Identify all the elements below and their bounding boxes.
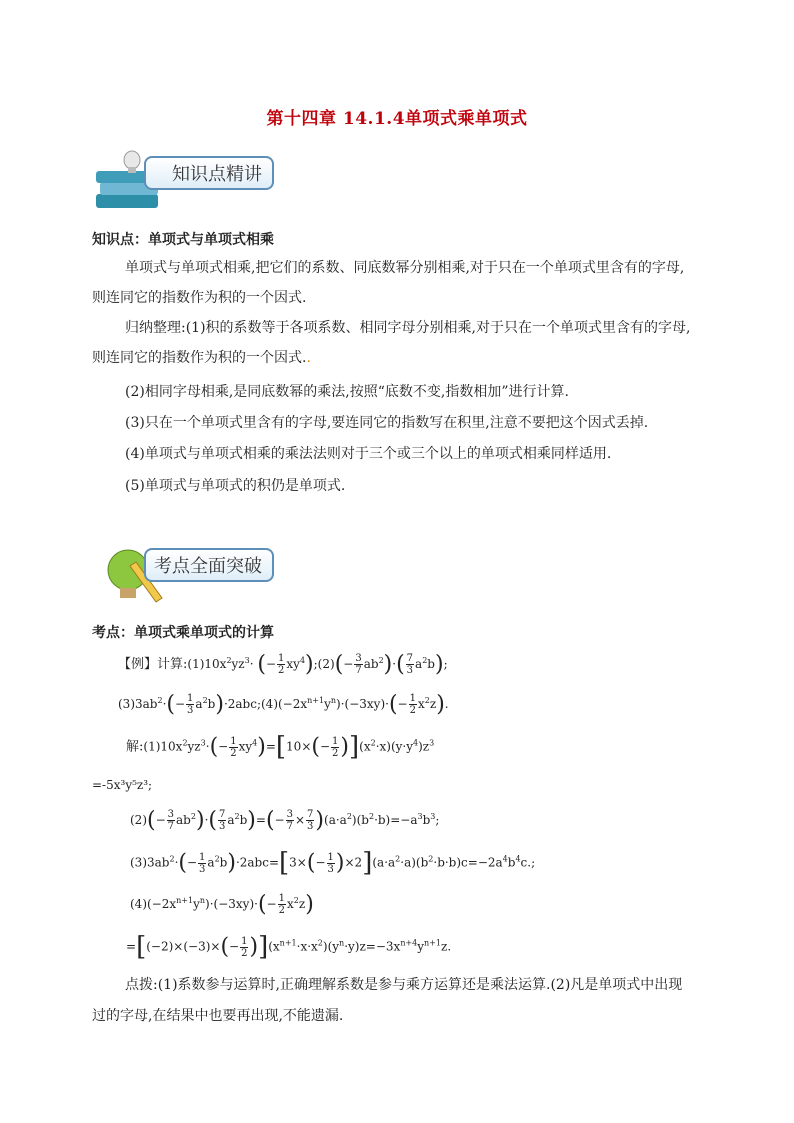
banner-exam-label: 考点全面突破 [144,548,274,582]
knowledge-p1a: 单项式与单项式相乘,把它们的系数、同底数幂分别相乘,对于只在一个单项式里含有的字母, [125,260,685,276]
solve-label: 解: [126,739,144,755]
banner-exam [92,534,282,604]
knowledge-p4: (3)只在一个单项式里含有的字母,要连同它的指数写在积里,注意不要把这个因式丢掉. [125,415,649,431]
exam-heading: 考点：单项式乘单项式的计算 [92,625,274,641]
page-title: 第十四章 14.1.4单项式乘单项式 [266,109,528,129]
knowledge-p3: (2)相同字母相乘,是同底数幂的乘法,按照“底数不变,指数相加”进行计算. [125,384,569,400]
solution-line-3: $(3)3ab^2\cdot(-$ $\frac{1}{3}$ $a^2b)\cdot 2abc=[3\times(-$ $\frac{1}{3}$ )$\times 2](a\cdot a^2\cdot a)(b^2\cdot b\cdot b)c=-2a^4b^4c$.; [130,848,536,878]
knowledge-p5: (4)单项式与单项式相乘的乘法法则对于三个或三个以上的单项式相乘同样适用. [125,446,612,462]
knowledge-p2b-wrap [92,348,311,368]
solution-line-4: $(4)(-2x^{n+1}y^n)\cdot(-3xy)\cdot(-$ $\frac{1}{2}$ $x^2z$) [130,892,314,917]
example-line-2: $(3)3ab^2\cdot(-$ $\frac{1}{3}$ $a^2b)\cdot 2abc;(4)(-2x^{n+1}y^n)\cdot(-3xy)\cdot(-$ $\frac{1}{2}$ $x^2z$). [118,692,449,717]
example-line-1: 【例】计算$:(1)10x^2yz^3\cdot$ (− $\frac{1}{2}$ $xy^4);(2)(-$ $\frac{3}{7}$ $ab^2)\cdot$( $\frac{7}{3}$ $a^2b$); [118,652,448,677]
knowledge-p6: (5)单项式与单项式的积仍是单项式. [125,478,346,494]
knowledge-heading: 知识点：单项式与单项式相乘 [92,232,274,248]
solution-line-1-result: =-5x³y⁵z³; [92,778,153,792]
solution-line-1: 解$:(1)10x^2yz^3\cdot(-$ $\frac{1}{2}$ $xy^4)=[10\times(-$ $\frac{1}{2}$ )]$(x^2\cdot x)(y\cdot y^4)z^3$ [126,732,435,762]
tip-a: 点拨:(1)系数参与运算时,正确理解系数是参与乘方运算还是乘法运算.(2)凡是单项式中出现 [125,977,683,993]
knowledge-p1b: 则连同它的指数作为积的一个因式. [92,290,307,306]
solution-line-4-result: =[(−2)×(−3)×(− $\frac{1}{2}$ )]$(x^{n+1}\cdot x\cdot x^2)(y^n\cdot y)z=-3x^{n+4}y^{n+1}z$. [126,932,452,962]
knowledge-p2a: 归纳整理:(1)积的系数等于各项系数、相同字母分别相乘,对于只在一个单项式里含有的字母, [125,320,691,336]
banner-knowledge [92,142,282,212]
knowledge-p2b: 则连同它的指数作为积的一个因式. [92,350,307,366]
example-label: 【例】计算: [118,657,188,672]
solution-line-2: (2)(− $\frac{3}{7}$ $ab^2)\cdot$( $\frac{7}{3}$ $a^2b)=(-$ $\frac{3}{7}$ × $\frac{7}{3}$ )$(a\cdot a^2)(b^2\cdot b)=-a^3b^3$; [130,808,440,833]
orange-dot-mark: . [306,350,311,366]
tip-b: 过的字母,在结果中也要再出现,不能遗漏. [92,1008,344,1024]
banner-knowledge-label: 知识点精讲 [144,156,274,190]
